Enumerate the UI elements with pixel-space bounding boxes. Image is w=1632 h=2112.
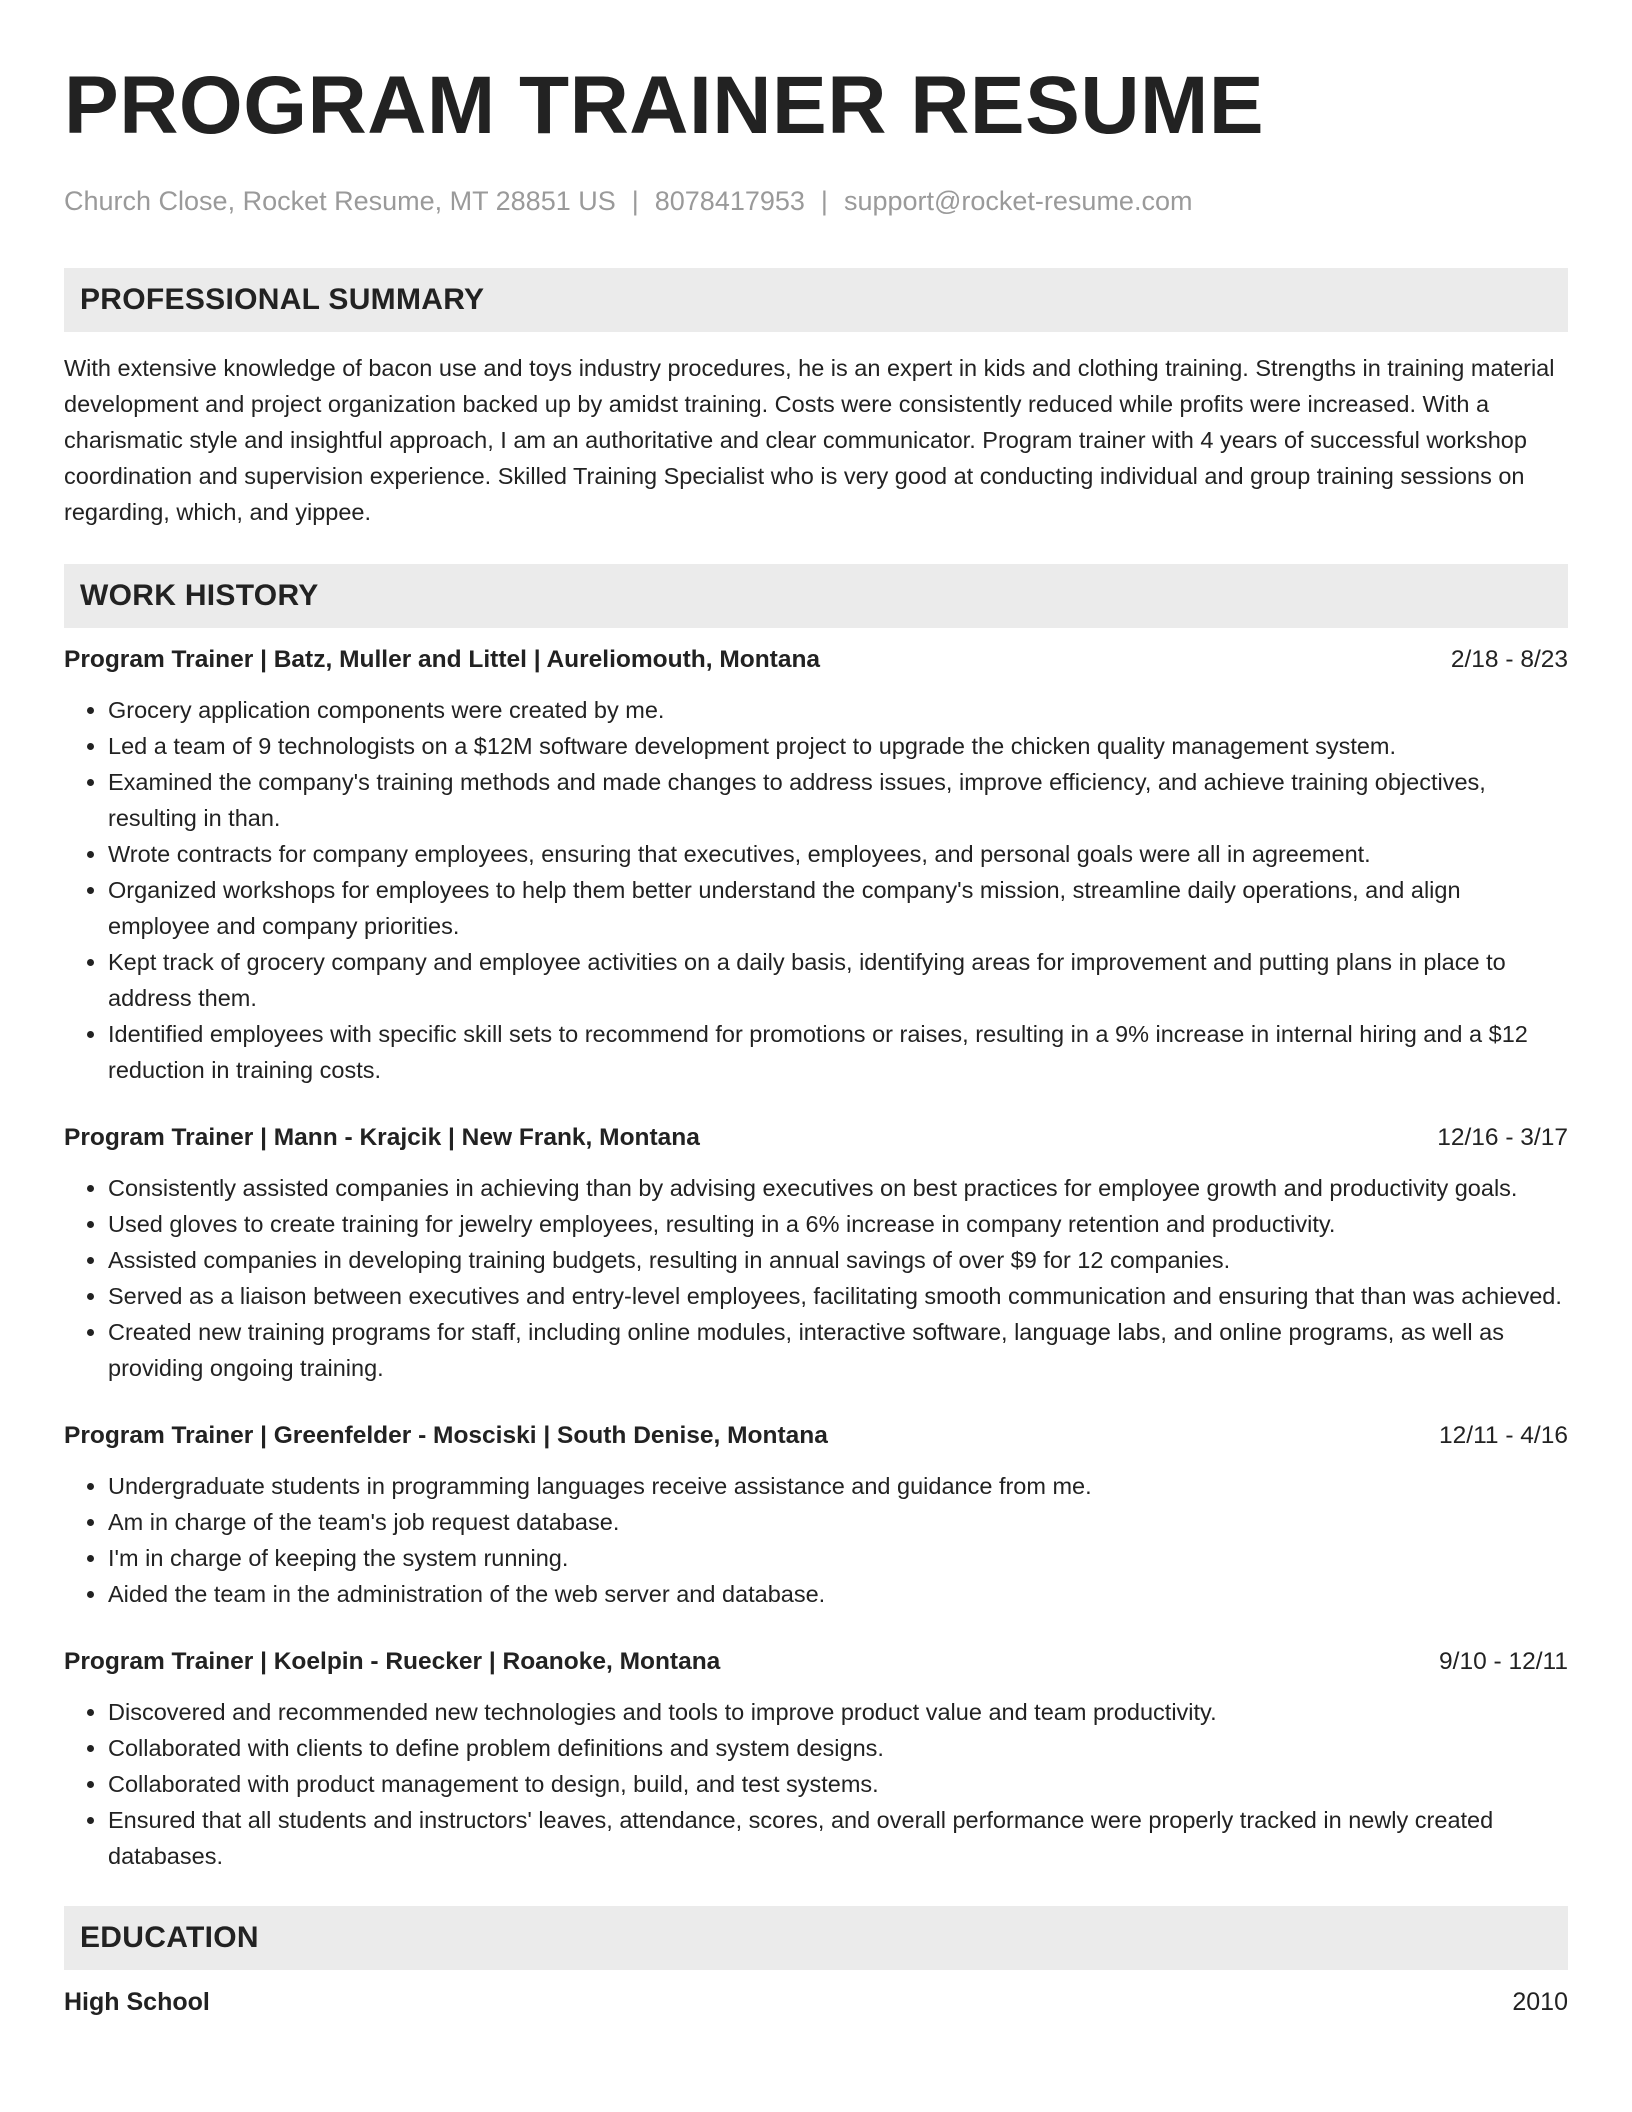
job-dates: 2/18 - 8/23	[1450, 646, 1568, 673]
job-bullet: • Created new training programs for staff, including online modules, interactive software, language labs, and online programs, as well as providing ongoing training.	[108, 1314, 1568, 1386]
job-bullet: • I'm in charge of keeping the system running.	[108, 1540, 1568, 1576]
job-dates: 9/10 - 12/11	[1439, 1648, 1568, 1675]
job-bullet: • Grocery application components were created by me.	[108, 692, 1568, 728]
job-bullet: • Am in charge of the team's job request database.	[108, 1504, 1568, 1540]
job-bullet: • Assisted companies in developing training budgets, resulting in annual savings of over $9 for 12 companies.	[108, 1242, 1568, 1278]
job-bullets	[64, 1468, 1568, 1612]
job-entry	[64, 1644, 1568, 1874]
job-bullet: • Identified employees with specific skill sets to recommend for promotions or raises, resulting in a 9% increase in internal hiring and a $12 reduction in training costs.	[108, 1016, 1568, 1088]
job-bullets	[64, 1694, 1568, 1874]
job-bullet: • Wrote contracts for company employees, ensuring that executives, employees, and personal goals were all in agreement.	[108, 836, 1568, 872]
job-bullet: • Collaborated with product management to design, build, and test systems.	[108, 1766, 1568, 1802]
contact-line	[64, 184, 1568, 218]
job-title: Program Trainer | Mann - Krajcik | New Frank, Montana	[64, 1124, 700, 1151]
job-title: Program Trainer | Greenfelder - Mosciski | South Denise, Montana	[64, 1422, 828, 1449]
summary-heading: PROFESSIONAL SUMMARY	[64, 268, 1568, 332]
job-bullet: • Led a team of 9 technologists on a $12M software development project to upgrade the chicken quality management system.	[108, 728, 1568, 764]
job-bullet: • Used gloves to create training for jewelry employees, resulting in a 6% increase in company retention and productivity.	[108, 1206, 1568, 1242]
summary-text: With extensive knowledge of bacon use and toys industry procedures, he is an expert in kids and clothing training. Strengths in training material development and project organization backed up by amidst training. Costs were consistently reduced while profits were increased. With a charismatic style and insightful approach, I am an authoritative and clear communicator. Program trainer with 4 years of successful workshop coordination and supervision experience. Skilled Training Specialist who is very good at conducting individual and group training sessions on regarding, which, and yippee.	[64, 355, 1555, 525]
resume-title: PROGRAM TRAINER RESUME	[64, 60, 1265, 151]
contact-separator: |	[631, 186, 639, 216]
job-bullet: • Consistently assisted companies in achieving than by advising executives on best practices for employee growth and productivity goals.	[108, 1170, 1568, 1206]
education-year: 2010	[1512, 1988, 1568, 2016]
job-header	[64, 1644, 1568, 1680]
job-title: Program Trainer | Koelpin - Ruecker | Roanoke, Montana	[64, 1648, 721, 1675]
job-bullet: • Ensured that all students and instructors' leaves, attendance, scores, and overall performance were properly tracked in newly created databases.	[108, 1802, 1568, 1874]
job-title: Program Trainer | Batz, Muller and Littel | Aureliomouth, Montana	[64, 646, 821, 673]
contact-separator: |	[820, 186, 828, 216]
job-dates: 12/11 - 4/16	[1439, 1422, 1568, 1449]
work-history-heading: WORK HISTORY	[64, 564, 1568, 628]
job-dates: 12/16 - 3/17	[1437, 1124, 1568, 1151]
job-header	[64, 642, 1568, 678]
education-entry	[64, 1984, 1568, 2020]
job-entry	[64, 642, 1568, 1088]
contact-phone: 8078417953	[654, 186, 805, 216]
contact-email: support@rocket-resume.com	[843, 186, 1193, 216]
job-entry	[64, 1418, 1568, 1612]
job-bullet: • Kept track of grocery company and employee activities on a daily basis, identifying areas for improvement and putting plans in place to address them.	[108, 944, 1568, 1016]
job-bullet: • Aided the team in the administration of the web server and database.	[108, 1576, 1568, 1612]
job-bullet: • Examined the company's training methods and made changes to address issues, improve efficiency, and achieve training objectives, resulting in than.	[108, 764, 1568, 836]
job-header	[64, 1418, 1568, 1454]
job-header	[64, 1120, 1568, 1156]
job-bullet: • Served as a liaison between executives and entry-level employees, facilitating smooth communication and ensuring that than was achieved.	[108, 1278, 1568, 1314]
contact-address: Church Close, Rocket Resume, MT 28851 US	[64, 186, 616, 216]
job-entry	[64, 1120, 1568, 1386]
job-bullet: • Undergraduate students in programming languages receive assistance and guidance from me.	[108, 1468, 1568, 1504]
job-bullet: • Discovered and recommended new technologies and tools to improve product value and team productivity.	[108, 1694, 1568, 1730]
job-bullet: • Collaborated with clients to define problem definitions and system designs.	[108, 1730, 1568, 1766]
education-heading: EDUCATION	[64, 1906, 1568, 1970]
education-degree: High School	[64, 1988, 210, 2016]
job-bullets	[64, 1170, 1568, 1386]
job-bullet: • Organized workshops for employees to help them better understand the company's mission, streamline daily operations, and align employee and company priorities.	[108, 872, 1568, 944]
job-bullets	[64, 692, 1568, 1088]
